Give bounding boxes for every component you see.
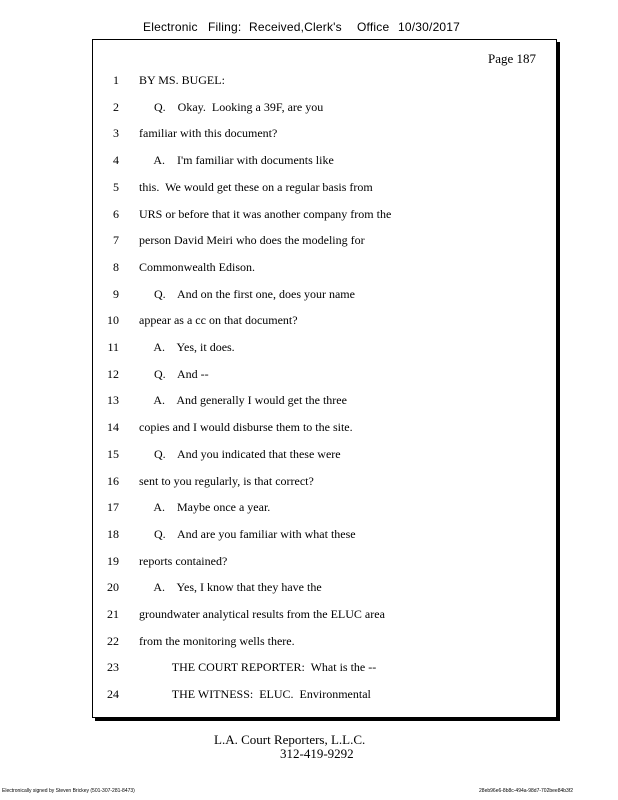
transcript-line (93, 604, 556, 624)
line-number: 5 (113, 179, 119, 194)
transcript-line (93, 230, 556, 250)
line-number: 18 (107, 526, 119, 541)
line-text: A. Yes, I know that they have the (139, 580, 322, 595)
transcript-line (93, 97, 556, 117)
filing-header-filing: Filing: (208, 20, 242, 34)
filing-header-office: Office (357, 20, 390, 34)
line-number: 23 (107, 660, 119, 675)
line-number: 11 (107, 340, 119, 354)
line-number: 21 (107, 607, 119, 621)
transcript-line (93, 497, 556, 517)
transcript-line (93, 684, 556, 704)
transcript-line (93, 631, 556, 651)
line-text: groundwater analytical results from the ELUC area (139, 607, 385, 621)
line-number: 7 (113, 233, 119, 248)
filing-header-electronic: Electronic (143, 20, 198, 34)
line-text: reports contained? (139, 553, 228, 568)
footer-company: L.A. Court Reporters, L.L.C. (214, 732, 366, 747)
line-text: person David Meiri who does the modeling for (139, 233, 365, 248)
line-text: this. We would get these on a regular basis from (139, 179, 373, 194)
transcript-page (92, 39, 557, 718)
line-text: A. And generally I would get the three (139, 393, 347, 408)
line-number: 4 (113, 153, 119, 168)
line-text: Q. And -- (139, 366, 209, 381)
line-number: 6 (113, 206, 119, 221)
line-number: 10 (107, 313, 119, 328)
line-number: 8 (113, 259, 119, 274)
line-text: familiar with this document? (139, 126, 278, 141)
line-text: Q. And are you familiar with what these (139, 526, 356, 541)
transcript-line (93, 364, 556, 384)
line-number: 24 (107, 687, 119, 702)
transcript-line (93, 150, 556, 170)
filing-header-date: 10/30/2017 (398, 20, 461, 34)
signature-left: Electronically signed by Steven Brickey (501-307-281-8473) (2, 788, 135, 794)
transcript-line (93, 551, 556, 571)
transcript-line (93, 417, 556, 437)
transcript-line (93, 657, 556, 677)
line-text: from the monitoring wells there. (139, 633, 295, 648)
transcript-line (93, 471, 556, 491)
line-text: THE COURT REPORTER: What is the -- (139, 660, 377, 675)
line-number: 17 (107, 500, 119, 515)
line-text: THE WITNESS: ELUC. Environmental (139, 687, 371, 702)
line-number: 13 (107, 393, 119, 408)
line-text: copies and I would disburse them to the site. (139, 420, 353, 435)
line-text: A. I'm familiar with documents like (139, 153, 334, 168)
transcript-line (93, 577, 556, 597)
line-number: 14 (107, 420, 119, 435)
line-number: 1 (113, 73, 119, 87)
transcript-line (93, 284, 556, 304)
line-number: 2 (113, 99, 119, 114)
line-text: appear as a cc on that document? (139, 313, 298, 328)
transcript-line (93, 444, 556, 464)
transcript-line (93, 70, 556, 90)
line-number: 20 (107, 580, 119, 595)
line-text: A. Yes, it does. (139, 340, 235, 354)
line-text: Q. And on the first one, does your name (139, 286, 355, 301)
line-number: 15 (107, 446, 119, 461)
transcript-line (93, 390, 556, 410)
transcript-line (93, 524, 556, 544)
transcript-line (93, 177, 556, 197)
line-text: Commonwealth Edison. (139, 259, 255, 274)
line-number: 9 (113, 286, 119, 301)
line-text: A. Maybe once a year. (139, 500, 271, 515)
transcript-line (93, 337, 556, 357)
line-number: 12 (107, 366, 119, 381)
line-number: 19 (107, 553, 119, 568)
transcript-line (93, 310, 556, 330)
page-number: Page 187 (487, 51, 536, 66)
filing-header-received: Received,Clerk's (249, 20, 342, 34)
line-number: 22 (107, 633, 119, 648)
transcript-line (93, 123, 556, 143)
line-number: 3 (113, 126, 119, 141)
footer-phone: 312-419-9292 (280, 746, 354, 761)
signature-right: 28eb96e6-8b8c-494a-98d7-702bee84b3f2 (479, 788, 573, 794)
transcript-line (93, 204, 556, 224)
line-number: 16 (107, 473, 119, 488)
line-text: Q. Okay. Looking a 39F, are you (139, 99, 324, 114)
line-text: BY MS. BUGEL: (139, 73, 225, 87)
line-text: URS or before that it was another company from the (139, 206, 392, 221)
line-text: sent to you regularly, is that correct? (139, 473, 314, 488)
line-text: Q. And you indicated that these were (139, 446, 341, 461)
transcript-line (93, 257, 556, 277)
